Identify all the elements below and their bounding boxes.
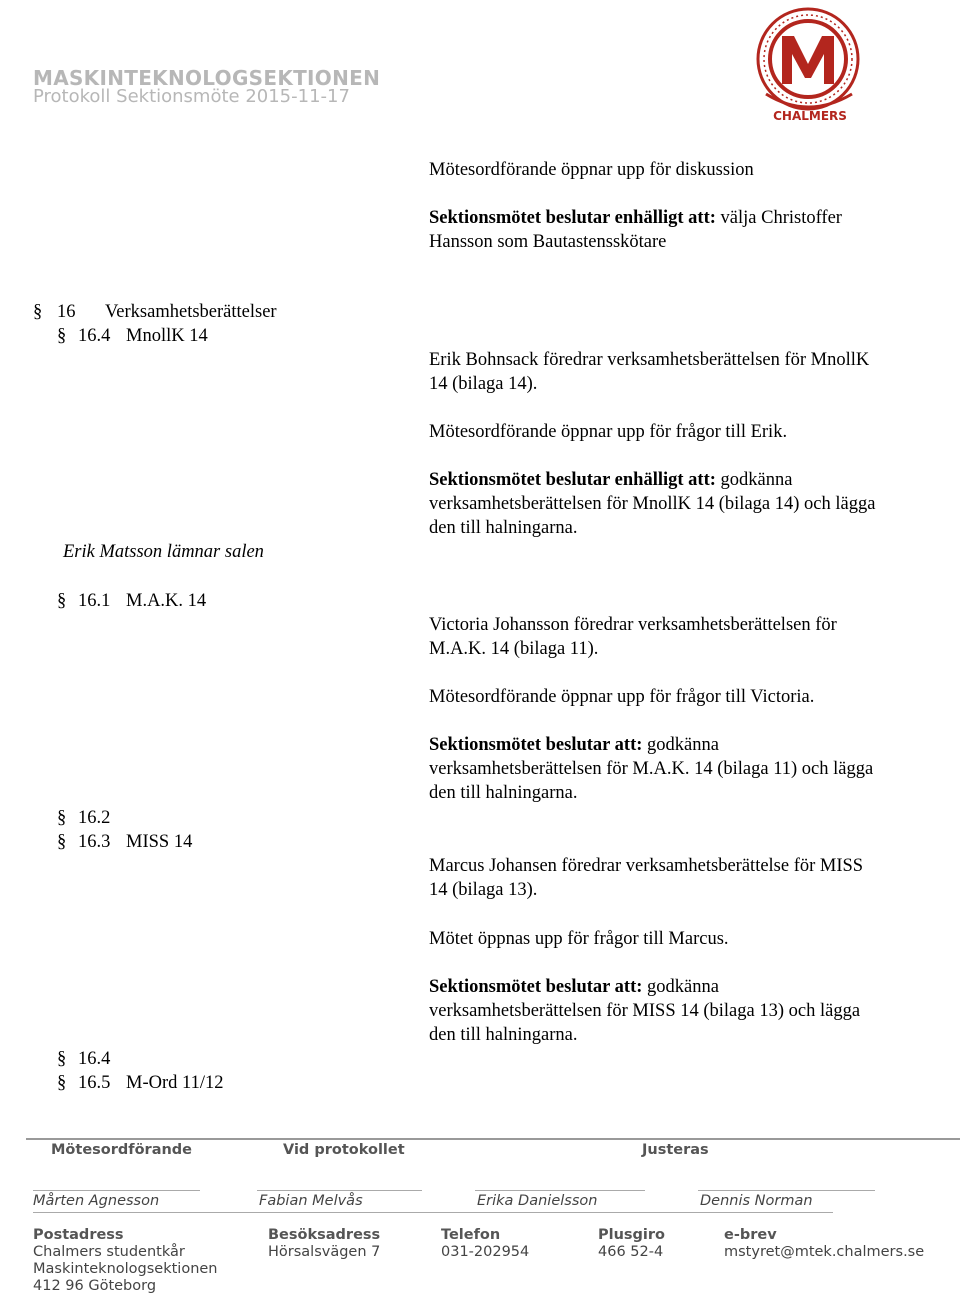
section-symbol: § bbox=[57, 832, 67, 852]
section-symbol: § bbox=[57, 1049, 67, 1069]
signer-name: Erika Danielsson bbox=[477, 1193, 598, 1209]
signature-line bbox=[698, 1190, 875, 1191]
section-symbol: § bbox=[57, 326, 67, 346]
signer-name: Fabian Melvås bbox=[259, 1193, 363, 1209]
section-title: MISS 14 bbox=[126, 832, 193, 852]
section-symbol: § bbox=[57, 1073, 67, 1093]
postadress-line3: 412 96 Göteborg bbox=[33, 1278, 157, 1294]
decision-label: Sektionsmötet beslutar att: bbox=[429, 977, 643, 997]
section-title: M-Ord 11/12 bbox=[126, 1073, 224, 1093]
section-number: 16.4 bbox=[78, 326, 111, 346]
chalmers-m-logo bbox=[752, 2, 867, 126]
decision-text-cont: den till halningarna. bbox=[429, 518, 578, 538]
section-number: 16.2 bbox=[78, 808, 111, 828]
mak-presentation bbox=[429, 613, 837, 661]
section-number: 16.3 bbox=[78, 832, 111, 852]
miss-p1-line2: 14 (bilaga 13). bbox=[429, 880, 538, 900]
miss-presentation bbox=[429, 854, 863, 902]
section-symbol: § bbox=[33, 302, 43, 322]
miss-questions: Mötet öppnas upp för frågor till Marcus. bbox=[429, 929, 729, 949]
decision-text-cont: den till halningarna. bbox=[429, 1025, 578, 1045]
mak-p1-line1: Victoria Johansson föredrar verksamhetsberättelsen för bbox=[429, 615, 837, 635]
paragraph-discussion bbox=[429, 158, 754, 182]
footer-role-secretary: Vid protokollet bbox=[283, 1142, 405, 1158]
section-symbol: § bbox=[57, 591, 67, 611]
postadress-line2: Maskinteknologsektionen bbox=[33, 1261, 218, 1277]
email-link[interactable]: mstyret@mtek.chalmers.se bbox=[724, 1244, 925, 1260]
miss-decision bbox=[429, 975, 860, 1047]
contact-label-besoksadress: Besöksadress bbox=[268, 1227, 381, 1243]
section-16-1-heading bbox=[57, 589, 206, 613]
contact-label-plusgiro: Plusgiro bbox=[598, 1227, 666, 1243]
decision-text-cont: den till halningarna. bbox=[429, 783, 578, 803]
document-title: Protokoll Sektionsmöte 2015-11-17 bbox=[33, 86, 350, 107]
footer-divider bbox=[26, 1138, 960, 1140]
section-16-3-heading bbox=[57, 830, 192, 854]
mnollk-p1-line1: Erik Bohnsack föredrar verksamhetsberättelsen för MnollK bbox=[429, 350, 870, 370]
contact-label-telefon: Telefon bbox=[441, 1227, 501, 1243]
signature-line bbox=[475, 1190, 645, 1191]
decision-label: Sektionsmötet beslutar enhälligt att: bbox=[429, 208, 716, 228]
contact-label-ebrev: e-brev bbox=[724, 1227, 777, 1243]
mnollk-decision bbox=[429, 468, 875, 540]
mak-questions: Mötesordförande öppnar upp för frågor till Victoria. bbox=[429, 687, 815, 707]
footer-name-underline bbox=[33, 1212, 833, 1213]
contact-label-postadress: Postadress bbox=[33, 1227, 124, 1243]
decision-bautasten bbox=[429, 206, 842, 254]
mak-decision bbox=[429, 733, 873, 805]
section-number: 16 bbox=[57, 302, 76, 322]
decision-text-cont: verksamhetsberättelsen för MnollK 14 (bilaga 14) och lägga bbox=[429, 494, 876, 514]
paragraph-text: Mötesordförande öppnar upp för diskussion bbox=[429, 160, 754, 180]
decision-text-cont: Hansson som Bautastensskötare bbox=[429, 232, 667, 252]
note-erik-leaves: Erik Matsson lämnar salen bbox=[63, 542, 264, 562]
mak-p1-line2: M.A.K. 14 (bilaga 11). bbox=[429, 639, 599, 659]
signature-line bbox=[33, 1190, 200, 1191]
signer-name: Mårten Agnesson bbox=[33, 1193, 160, 1209]
section-symbol: § bbox=[57, 808, 67, 828]
section-number: 16.4 bbox=[78, 1049, 111, 1069]
decision-text-cont: verksamhetsberättelsen för MISS 14 (bilaga 13) och lägga bbox=[429, 1001, 861, 1021]
section-title: Verksamhetsberättelser bbox=[105, 302, 277, 322]
section-16-5-heading bbox=[57, 1071, 223, 1095]
decision-text: godkänna bbox=[715, 470, 793, 490]
section-16-2-heading bbox=[57, 806, 110, 830]
section-number: 16.1 bbox=[78, 591, 111, 611]
miss-p1-line1: Marcus Johansen föredrar verksamhetsberättelse för MISS bbox=[429, 856, 864, 876]
decision-label: Sektionsmötet beslutar att: bbox=[429, 735, 643, 755]
section-title: M.A.K. 14 bbox=[126, 591, 207, 611]
decision-label: Sektionsmötet beslutar enhälligt att: bbox=[429, 470, 716, 490]
signature-line bbox=[257, 1190, 422, 1191]
section-16-4-mnollk-heading bbox=[57, 324, 208, 348]
signer-name: Dennis Norman bbox=[700, 1193, 813, 1209]
decision-text: välja Christoffer bbox=[715, 208, 842, 228]
decision-text: godkänna bbox=[642, 735, 719, 755]
besoksadress-value: Hörsalsvägen 7 bbox=[268, 1244, 381, 1260]
section-16-4-heading bbox=[57, 1047, 110, 1071]
mnollk-p1-line2: 14 (bilaga 14). bbox=[429, 374, 538, 394]
footer-role-chair: Mötesordförande bbox=[51, 1142, 193, 1158]
footer-role-adjusters: Justeras bbox=[642, 1142, 709, 1158]
mnollk-questions: Mötesordförande öppnar upp för frågor till Erik. bbox=[429, 422, 788, 442]
decision-text-cont: verksamhetsberättelsen för M.A.K. 14 (bilaga 11) och lägga bbox=[429, 759, 874, 779]
decision-text: godkänna bbox=[642, 977, 719, 997]
plusgiro-value: 466 52-4 bbox=[598, 1244, 664, 1260]
telefon-value: 031-202954 bbox=[441, 1244, 530, 1260]
organization-title: MASKINTEKNOLOGSEKTIONEN bbox=[33, 66, 381, 90]
postadress-line1: Chalmers studentkår bbox=[33, 1244, 185, 1260]
mnollk-presentation bbox=[429, 348, 869, 396]
section-number: 16.5 bbox=[78, 1073, 111, 1093]
section-16-heading bbox=[33, 300, 277, 324]
logo-chalmers-text: CHALMERS bbox=[773, 109, 847, 123]
section-title: MnollK 14 bbox=[126, 326, 208, 346]
